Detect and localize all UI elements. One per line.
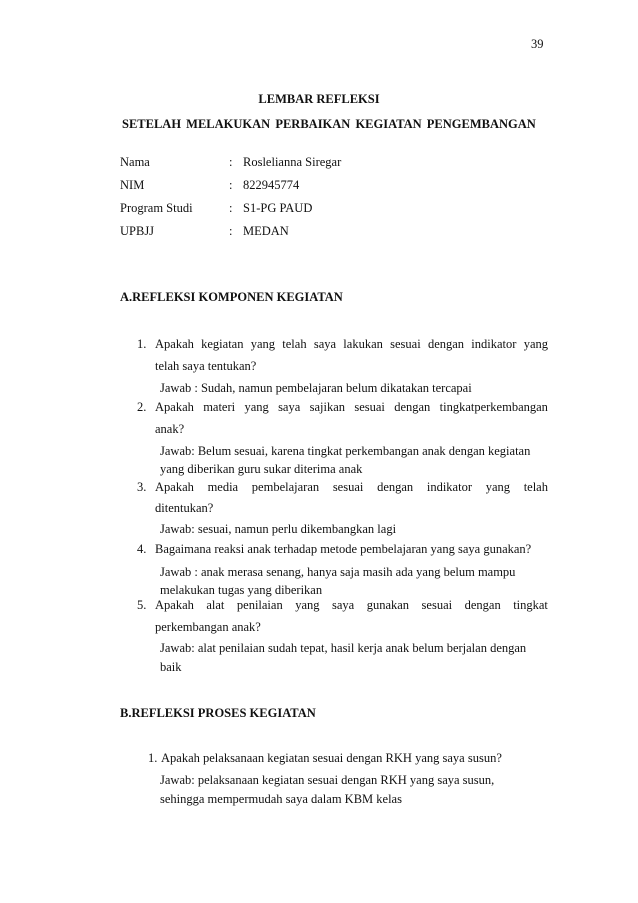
q5-word: alat (206, 598, 225, 612)
page-number: 39 (531, 37, 544, 51)
answer-4-line1: Jawab : anak merasa senang, hanya saja masih ada yang belum mampu (160, 565, 516, 579)
q1-word: indikator (471, 337, 517, 351)
answer-2-line2: yang diberikan guru sukar diterima anak (160, 462, 363, 476)
answer-2-line1: Jawab: Belum sesuai, karena tingkat perkembangan anak dengan kegiatan (160, 444, 531, 458)
answer-3: Jawab: sesuai, namun perlu dikembangkan lagi (160, 522, 397, 536)
q2-word: saya (278, 400, 301, 414)
q1-word: yang (523, 337, 548, 351)
prodi-colon: : (229, 201, 233, 215)
q1-word: yang (250, 337, 276, 351)
q1-word: lakukan (343, 337, 383, 351)
q1-word: sesuai (390, 337, 421, 351)
q4-line1: Bagaimana reaksi anak terhadap metode pembelajaran yang saya gunakan? (155, 542, 532, 556)
nama-colon: : (229, 155, 233, 169)
q2-word: sesuai (354, 400, 385, 414)
q3-word: sesuai (332, 480, 364, 494)
answer-4-line2: melakukan tugas yang diberikan (160, 583, 323, 597)
q3-number: 3. (137, 480, 147, 494)
q2-word: Apakah (155, 400, 194, 414)
q3-word: media (207, 480, 239, 494)
q5-number: 5. (137, 598, 147, 612)
section-a-heading: A.REFLEKSI KOMPONEN KEGIATAN (120, 290, 343, 304)
q5-word: tingkat (513, 598, 548, 612)
b-q1-number: 1. (148, 751, 158, 765)
q5-word: yang (295, 598, 320, 612)
prodi-label: Program Studi (120, 201, 193, 215)
q3-line2: ditentukan? (155, 501, 214, 515)
q5-word: sesuai (421, 598, 453, 612)
q5-word: saya (332, 598, 355, 612)
b-answer-1-line2: sehingga mempermudah saya dalam KBM kelas (160, 792, 402, 806)
q2-word: materi (203, 400, 236, 414)
upbjj-label: UPBJJ (120, 224, 155, 238)
prodi-value: S1-PG PAUD (243, 201, 313, 215)
q5-word: gunakan (366, 598, 410, 612)
q5-line2: perkembangan anak? (155, 620, 261, 634)
q5-word: dengan (464, 598, 501, 612)
answer-1: Jawab : Sudah, namun pembelajaran belum dikatakan tercapai (160, 381, 472, 395)
q1-word: kegiatan (201, 337, 244, 351)
q3-word: telah (523, 480, 548, 494)
q1-line1 (155, 337, 548, 352)
b-answer-1-line1: Jawab: pelaksanaan kegiatan sesuai dengan RKH yang saya susun, (160, 773, 495, 787)
q1-word: dengan (427, 337, 465, 351)
nim-value: 822945774 (243, 178, 300, 192)
nama-value: Roslelianna Siregar (243, 155, 342, 169)
q2-word: sajikan (309, 400, 346, 414)
q3-word: dengan (377, 480, 414, 494)
upbjj-value: MEDAN (243, 224, 289, 238)
page-title: LEMBAR REFLEKSI (258, 92, 380, 106)
upbjj-colon: : (229, 224, 233, 238)
q1-word: telah (282, 337, 307, 351)
q3-word: Apakah (155, 480, 194, 494)
q3-word: yang (485, 480, 510, 494)
q5-line1 (155, 598, 548, 613)
q2-line1 (155, 400, 548, 415)
q2-word: yang (244, 400, 269, 414)
b-q1-line1: Apakah pelaksanaan kegiatan sesuai dengan RKH yang saya susun? (161, 751, 502, 765)
nim-colon: : (229, 178, 233, 192)
q1-word: Apakah (155, 337, 194, 351)
q1-line2: telah saya tentukan? (155, 359, 257, 373)
answer-5-line2: baik (160, 660, 182, 674)
q4-number: 4. (137, 542, 147, 556)
q2-word: dengan (394, 400, 431, 414)
section-b-heading: B.REFLEKSI PROSES KEGIATAN (120, 706, 316, 720)
q3-word: indikator (426, 480, 472, 494)
nim-label: NIM (120, 178, 145, 192)
q1-number: 1. (137, 337, 147, 351)
q5-word: Apakah (155, 598, 194, 612)
q5-word: penilaian (236, 598, 283, 612)
q1-word: saya (313, 337, 337, 351)
q2-line2: anak? (155, 422, 185, 436)
nama-label: Nama (120, 155, 150, 169)
q3-word: pembelajaran (251, 480, 320, 494)
page-subtitle: SETELAH MELAKUKAN PERBAIKAN KEGIATAN PENGEMBANGAN (122, 117, 536, 131)
q2-word: tingkatperkembangan (439, 400, 548, 414)
answer-5-line1: Jawab: alat penilaian sudah tepat, hasil kerja anak belum berjalan dengan (160, 641, 527, 655)
q2-number: 2. (137, 400, 147, 414)
q3-line1 (155, 480, 548, 495)
